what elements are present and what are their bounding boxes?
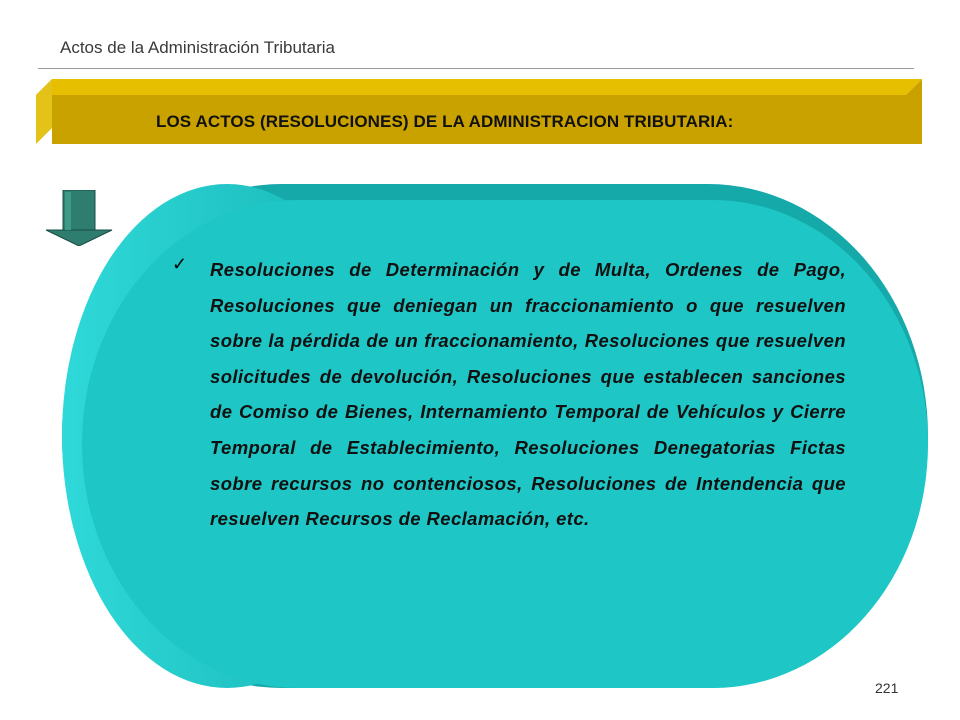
resolutions-list-text: Resoluciones de Determinación y de Multa, Ordenes de Pago, Resoluciones que deniegan un fraccionamiento o que resuelven sobre la pérdida de un fraccionamiento, Resoluciones que resuelven solicitudes de devolución, Resoluciones que establecen sanciones de Comiso de Bienes, Internamiento Temporal de Vehículos y Cierre Temporal de Establecimiento, Resoluciones Denegatorias Fictas sobre recursos no contenciosos, Resoluciones de Intendencia que resuelven Recursos de Reclamación, etc. [210, 259, 846, 530]
banner-title: LOS ACTOS (RESOLUCIONES) DE LA ADMINISTRACION TRIBUTARIA: [156, 112, 734, 131]
check-icon: ✓ [172, 254, 188, 274]
content-block [172, 252, 846, 537]
page-number: 221 [875, 680, 899, 696]
down-arrow-icon [44, 190, 114, 246]
slide-header-title: Actos de la Administración Tributaria [60, 38, 335, 57]
